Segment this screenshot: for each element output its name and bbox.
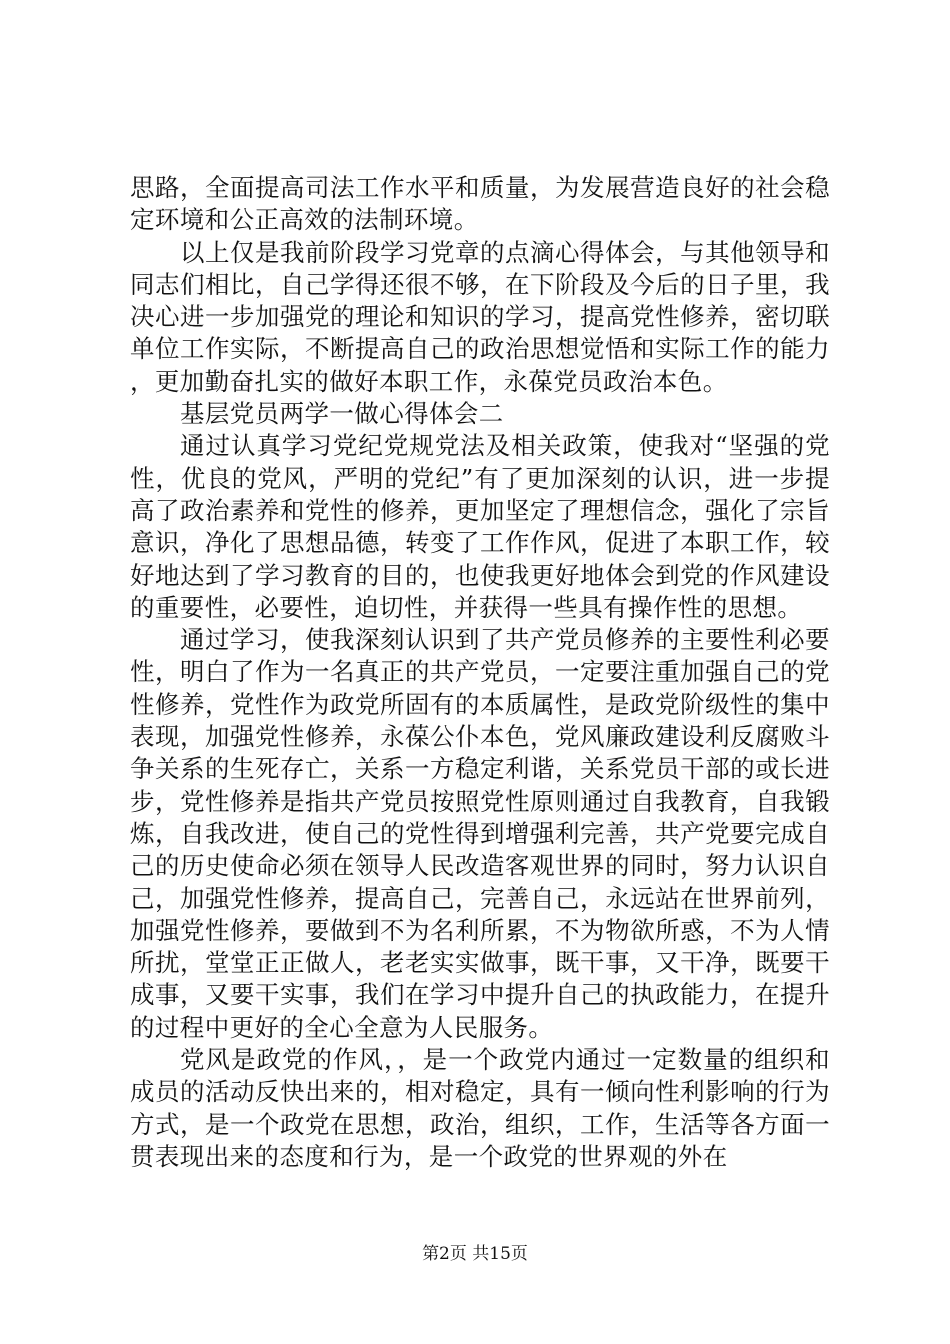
page-footer: 第2页 共15页 <box>422 1244 528 1264</box>
paragraph-continuation: 思路，全面提高司法工作水平和质量，为发展营造良好的社会稳定环境和公正高效的法制环境。 <box>130 173 830 235</box>
document-body <box>130 172 830 1173</box>
section-heading: 基层党员两学一做心得体会二 <box>180 399 504 429</box>
paragraph-conclusion: 以上仅是我前阶段学习党章的点滴心得体会，与其他领导和同志们相比，自己学得还很不够，在下阶段及今后的日子里，我决心进一步加强党的理论和知识的学习，提高党性修养，密切联单位工作实际，不断提高自己的政治思想觉悟和实际工作的能力，更加勤奋扎实的做好本职工作，永葆党员政治本色。 <box>130 237 830 396</box>
paragraph-party-cultivation: 通过学习，使我深刻认识到了共产党员修养的主要性利必要性，明白了作为一名真正的共产党员，一定要注重加强自己的党性修养，党性作为政党所固有的本质属性，是政党阶级性的集中表现，加强党性修养，永葆公仆本色，党风廉政建设利反腐败斗争关系的生死存亡，关系一方稳定利谐，关系党员干部的或长进步，党性修养是指共产党员按照党性原则通过自我教育，自我锻炼，自我改进，使自己的党性得到增强利完善，共产党要完成自己的历史使命必须在领导人民改造客观世界的同时，努力认识自己，加强党性修养，提高自己，完善自己，永远站在世界前列，加强党性修养，要做到不为名利所累，不为物欲所惑，不为人情所扰，堂堂正正做人，老老实实做事，既干事，又干净，既要干成事，又要干实事，我们在学习中提升自己的执政能力，在提升的过程中更好的全心全意为人民服务。 <box>130 625 830 1042</box>
paragraph-party-style: 党风是政党的作风，，是一个政党内通过一定数量的组织和成员的活动反快出来的，相对稳定，具有一倾向性利影响的行为方式，是一个政党在思想，政治，组织，工作，生活等各方面一贯表现出来的态度和行为，是一个政党的世界观的外在 <box>130 1045 830 1171</box>
paragraph-study-policy: 通过认真学习党纪党规党法及相关政策，使我对“坚强的党性，优良的党风，严明的党纪”有了更加深刻的认识，进一步提高了政治素养和党性的修养，更加坚定了理想信念，强化了宗旨意识，净化了思想品德，转变了工作作风，促进了本职工作，较好地达到了学习教育的目的，也使我更好地体会到党的作风建设的重要性，必要性，迫切性，并获得一些具有操作性的思想。 <box>130 431 830 622</box>
